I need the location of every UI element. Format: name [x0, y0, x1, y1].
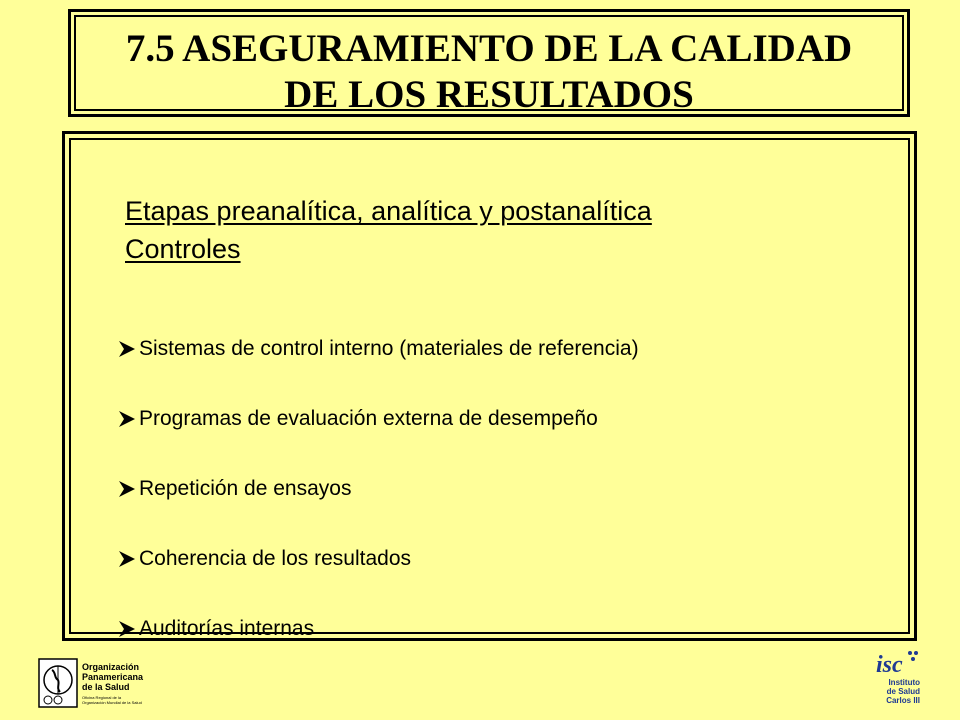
paho-name-line: de la Salud: [82, 681, 130, 692]
arrow-bullet-icon: [117, 339, 137, 359]
content-frame: [62, 131, 917, 641]
arrow-bullet-icon: [117, 479, 137, 499]
arrow-bullet-icon: [117, 619, 137, 639]
paho-emblem-icon: [38, 658, 78, 708]
paho-subtitle: [82, 695, 143, 705]
isciii-mark-icon: [872, 648, 920, 678]
title-line-2: DE LOS RESULTADOS: [284, 73, 694, 116]
arrow-bullet-icon: [117, 549, 137, 569]
slide-title: [71, 26, 907, 118]
list-item: [117, 454, 639, 524]
isciii-line: Carlos III: [886, 696, 920, 705]
list-item: [117, 314, 639, 384]
title-frame: [68, 9, 910, 117]
paho-name-line: Panamericana: [82, 671, 144, 682]
isciii-logo: [870, 648, 920, 714]
heading-line-2: Controles: [125, 234, 241, 264]
list-item: [117, 524, 639, 594]
bullet-text: Programas de evaluación externa de desempeño: [139, 407, 598, 430]
isciii-line: Instituto: [888, 678, 920, 687]
list-item: [117, 384, 639, 454]
paho-text: [82, 662, 143, 705]
bullet-text: Repetición de ensayos: [139, 477, 352, 500]
arrow-bullet-icon: [117, 409, 137, 429]
isciii-text: [886, 678, 920, 705]
bullet-list: [117, 314, 639, 664]
bullet-text: Auditorías internas: [139, 617, 315, 640]
bullet-text: Sistemas de control interno (materiales de referencia): [139, 337, 639, 360]
content-heading: [125, 192, 652, 268]
heading-line-1: Etapas preanalítica, analítica y postanalítica: [125, 196, 652, 226]
paho-logo: [38, 658, 164, 708]
paho-sub-line: Oficina Regional de la: [82, 694, 122, 700]
list-item: [117, 594, 639, 664]
paho-name-line: Organización: [82, 661, 140, 672]
title-line-1: 7.5 ASEGURAMIENTO DE LA CALIDAD: [125, 27, 853, 70]
paho-name: [82, 662, 143, 692]
isciii-line: de Salud: [886, 687, 920, 696]
paho-sub-line: Organización Mundial de la Salud: [82, 699, 142, 705]
svg-text:isc: isc: [876, 652, 903, 678]
bullet-text: Coherencia de los resultados: [139, 547, 411, 570]
